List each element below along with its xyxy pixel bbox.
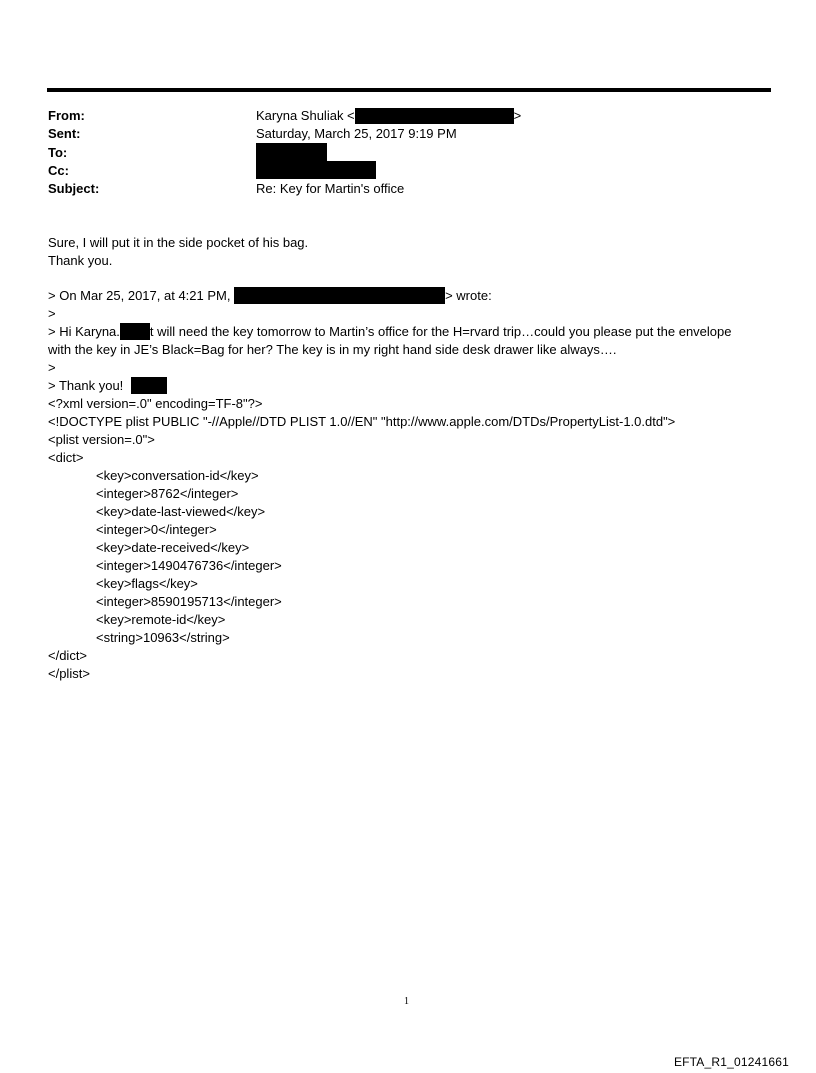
plist-line: <key>remote-id</key>	[96, 612, 226, 627]
from-close: >	[513, 108, 522, 123]
quote-hi-end: t will need the key tomorrow to Martin’s office for the H=rvard trip…could you please put the envelope	[149, 324, 732, 339]
redaction-name	[120, 323, 150, 340]
from-label: From:	[48, 108, 85, 123]
from-value	[256, 107, 521, 125]
plist-line: <integer>8590195713</integer>	[96, 594, 282, 609]
redaction-cc	[256, 161, 376, 179]
plist-line: <string>10963</string>	[96, 630, 230, 645]
plist-line: <key>flags</key>	[96, 576, 198, 591]
cc-label: Cc:	[48, 163, 69, 178]
reply-line-1: Sure, I will put it in the side pocket of his bag.	[48, 235, 309, 250]
plist-line: <key>date-last-viewed</key>	[96, 504, 266, 519]
subject-label: Subject:	[48, 181, 100, 196]
plist-line: <integer>0</integer>	[96, 522, 217, 537]
quote-hi-line-2: with the key in JE’s Black=Bag for her? The key is in my right hand side desk drawer like always….	[48, 342, 617, 357]
subject-value: Re: Key for Martin's office	[256, 181, 405, 196]
quote-blank-1: >	[48, 306, 56, 321]
header-rule	[47, 88, 771, 92]
page-number: 1	[404, 996, 409, 1007]
plist-dict-open: <dict>	[48, 450, 84, 465]
plist-line: <integer>1490476736</integer>	[96, 558, 282, 573]
reply-line-2: Thank you.	[48, 253, 113, 268]
plist-line: <key>date-received</key>	[96, 540, 250, 555]
quote-blank-2: >	[48, 360, 56, 375]
redaction-signature	[131, 377, 167, 394]
quote-intro-line	[48, 287, 492, 305]
quote-intro-start: > On Mar 25, 2017, at 4:21 PM,	[48, 288, 231, 303]
quote-thanks: > Thank you!	[48, 378, 124, 393]
redaction-to	[256, 143, 327, 161]
bates-number: EFTA_R1_01241661	[673, 1055, 789, 1069]
redaction-from-email	[355, 108, 514, 124]
to-label: To:	[48, 145, 68, 160]
redaction-sender	[234, 287, 445, 304]
quote-intro-end: > wrote:	[445, 288, 492, 303]
plist-doctype: <!DOCTYPE plist PUBLIC "-//Apple//DTD PLIST 1.0//EN" "http://www.apple.com/DTDs/PropertyList-1.0.dtd">	[48, 414, 676, 429]
plist-xml-decl: <?xml version=.0" encoding=TF-8"?>	[48, 396, 263, 411]
plist-line: <key>conversation-id</key>	[96, 468, 259, 483]
quote-thanks-line	[48, 377, 167, 395]
plist-close: </plist>	[48, 666, 90, 681]
from-name: Karyna Shuliak <	[256, 108, 355, 123]
plist-dict-close: </dict>	[48, 648, 88, 663]
sent-label: Sent:	[48, 126, 81, 141]
quote-hi-line	[48, 323, 731, 341]
quote-hi-start: > Hi Karyna.	[48, 324, 120, 339]
plist-open: <plist version=.0">	[48, 432, 155, 447]
plist-line: <integer>8762</integer>	[96, 486, 239, 501]
sent-value: Saturday, March 25, 2017 9:19 PM	[256, 126, 457, 141]
